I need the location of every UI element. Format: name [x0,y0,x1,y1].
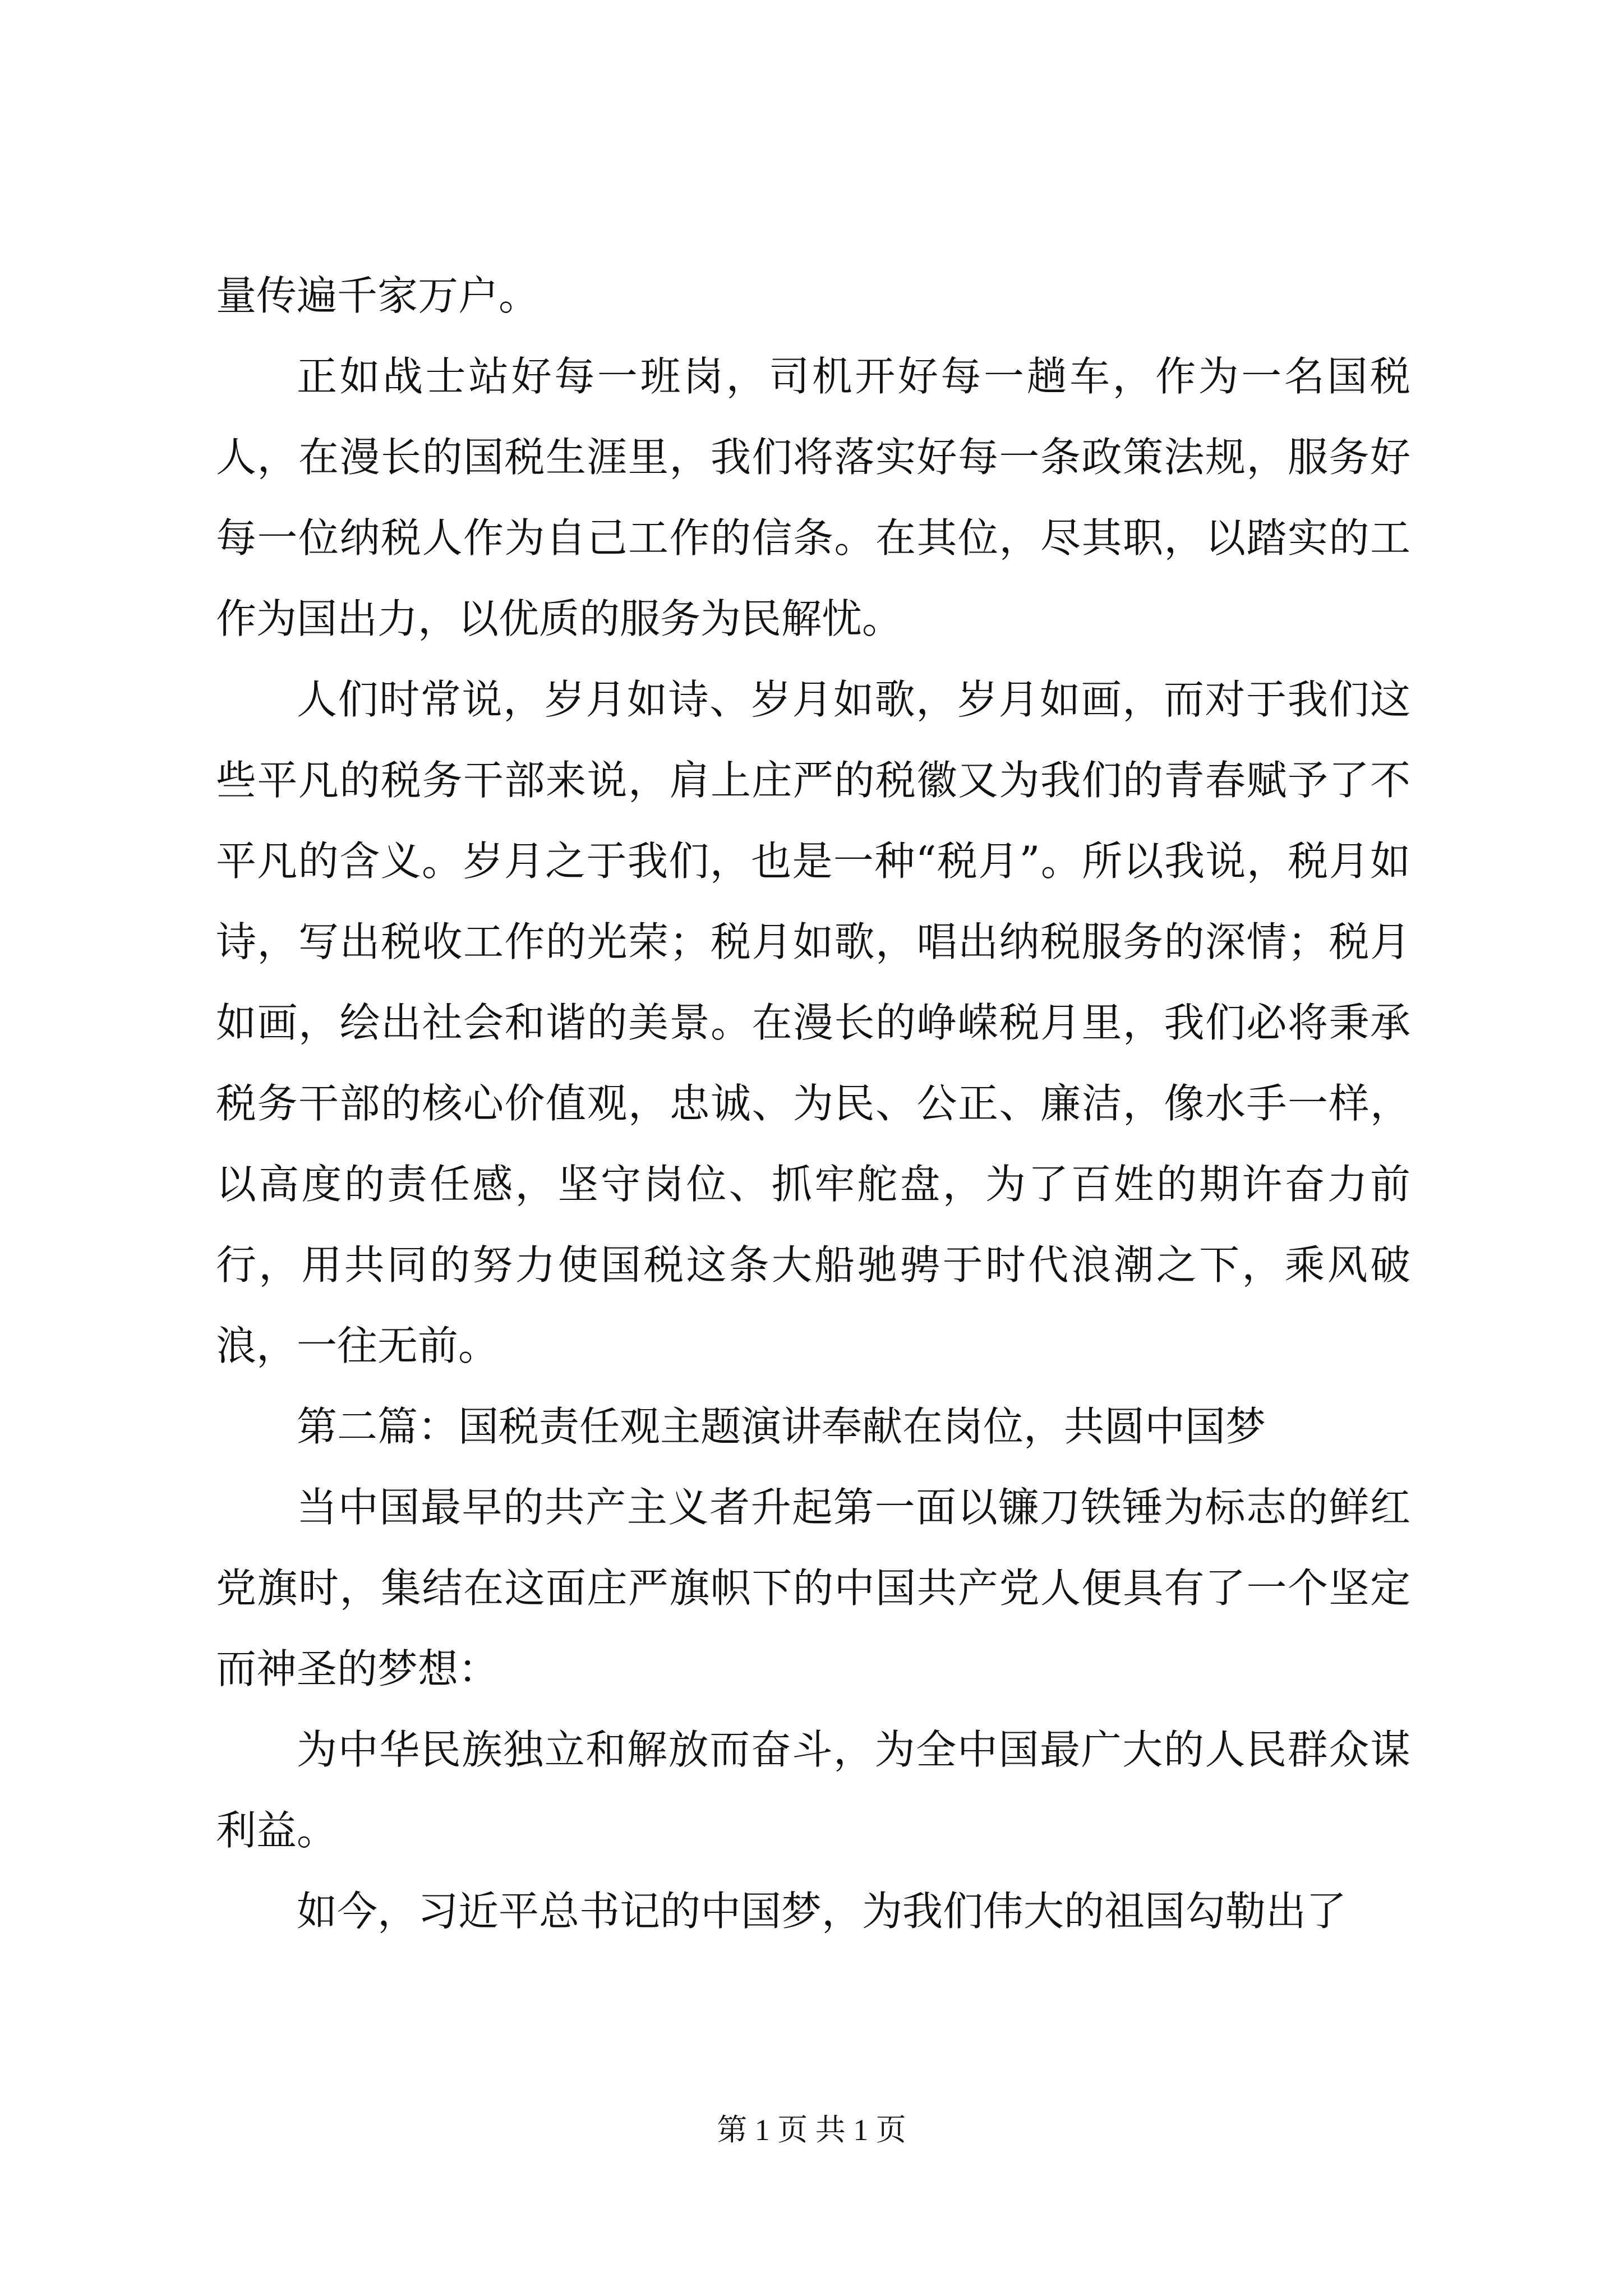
page-footer [0,2112,1623,2148]
paragraph-2: 正如战士站好每一班岗，司机开好每一趟车，作为一名国税人，在漫长的国税生涯里，我们将落实好每一条政策法规，服务好每一位纳税人作为自己工作的信条。在其位，尽其职，以踏实的工作为国出力，以优质的服务为民解忧。 [216,353,1410,642]
paragraph-1: 量传遍千家万户。 [216,272,540,319]
section-heading: 第二篇：国税责任观主题演讲奉献在岗位，共圆中国梦 [297,1403,1266,1450]
paragraph-3: 人们时常说，岁月如诗、岁月如歌，岁月如画，而对于我们这些平凡的税务干部来说，肩上庄严的税徽又为我们的青春赋予了不平凡的含义。岁月之于我们，也是一种“税月”。所以我说，税月如诗，写出税收工作的光荣；税月如歌，唱出纳税服务的深情；税月如画，绘出社会和谐的美景。在漫长的峥嵘税月里，我们必将秉承税务干部的核心价值观，忠诚、为民、公正、廉洁，像水手一样，以高度的责任感，坚守岗位、抓牢舵盘，为了百姓的期许奋力前行，用共同的努力使国税这条大船驰骋于时代浪潮之下，乘风破浪，一往无前。 [216,676,1410,1369]
page-number-label: 第 1 页 共 1 页 [717,2113,906,2147]
paragraph-7: 如今，习近平总书记的中国梦，为我们伟大的祖国勾勒出了 [297,1888,1347,1935]
paragraph-6: 为中华民族独立和解放而奋斗，为全中国最广大的人民群众谋利益。 [216,1726,1410,1854]
paragraph-5: 当中国最早的共产主义者升起第一面以镰刀铁锤为标志的鲜红党旗时，集结在这面庄严旗帜下的中国共产党人便具有了一个坚定而神圣的梦想： [216,1484,1410,1692]
document-body [216,255,1410,1952]
